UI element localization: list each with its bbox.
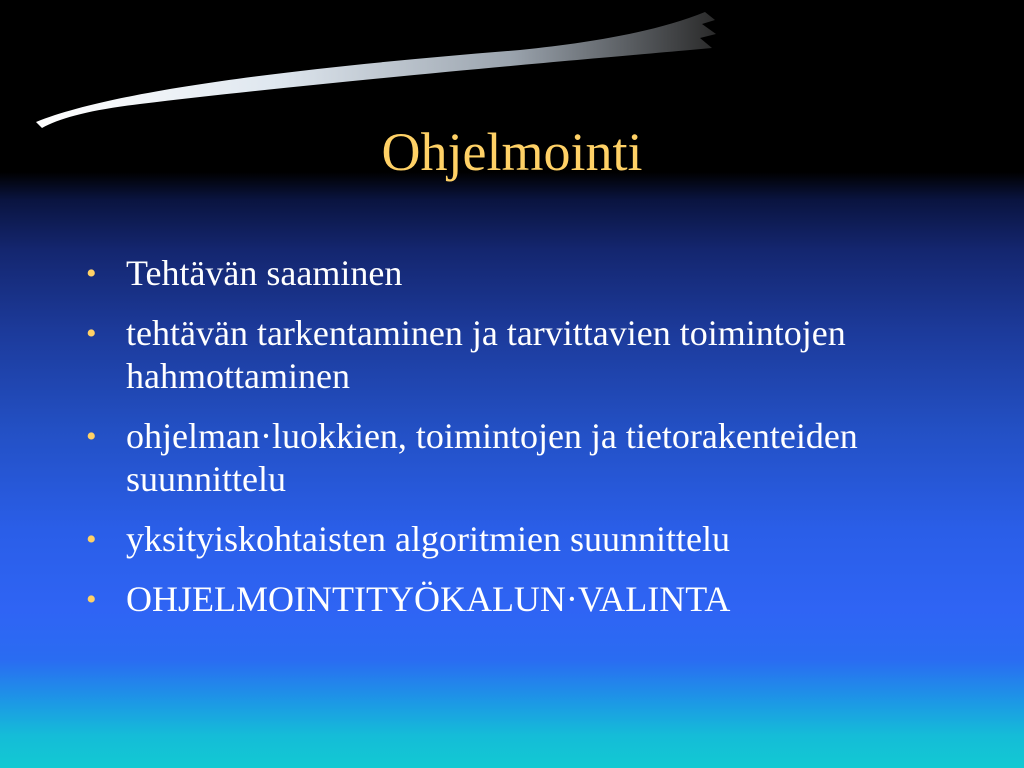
slide-title: Ohjelmointi xyxy=(381,122,643,182)
list-item xyxy=(80,578,980,621)
list-item xyxy=(80,312,980,398)
bullet-marker: • xyxy=(86,257,97,290)
list-item xyxy=(80,252,980,295)
bullet-text: Tehtävän saaminen xyxy=(126,253,403,293)
bullet-text: OHJELMOINTITYÖKALUN·VALINTA xyxy=(126,579,731,619)
bullet-text: ohjelman·luokkien, toimintojen ja tietorakenteiden suunnittelu xyxy=(126,416,858,499)
list-item xyxy=(80,518,980,561)
bullet-text: tehtävän tarkentaminen ja tarvittavien toimintojen hahmottaminen xyxy=(126,313,846,396)
bullet-list xyxy=(80,252,980,638)
bullet-marker: • xyxy=(86,523,97,556)
list-item xyxy=(80,415,980,501)
bullet-marker: • xyxy=(86,420,97,453)
decorative-swoosh xyxy=(0,0,1024,140)
bullet-text: yksityiskohtaisten algoritmien suunnittelu xyxy=(126,519,730,559)
bullet-marker: • xyxy=(86,583,97,616)
bullet-marker: • xyxy=(86,317,97,350)
